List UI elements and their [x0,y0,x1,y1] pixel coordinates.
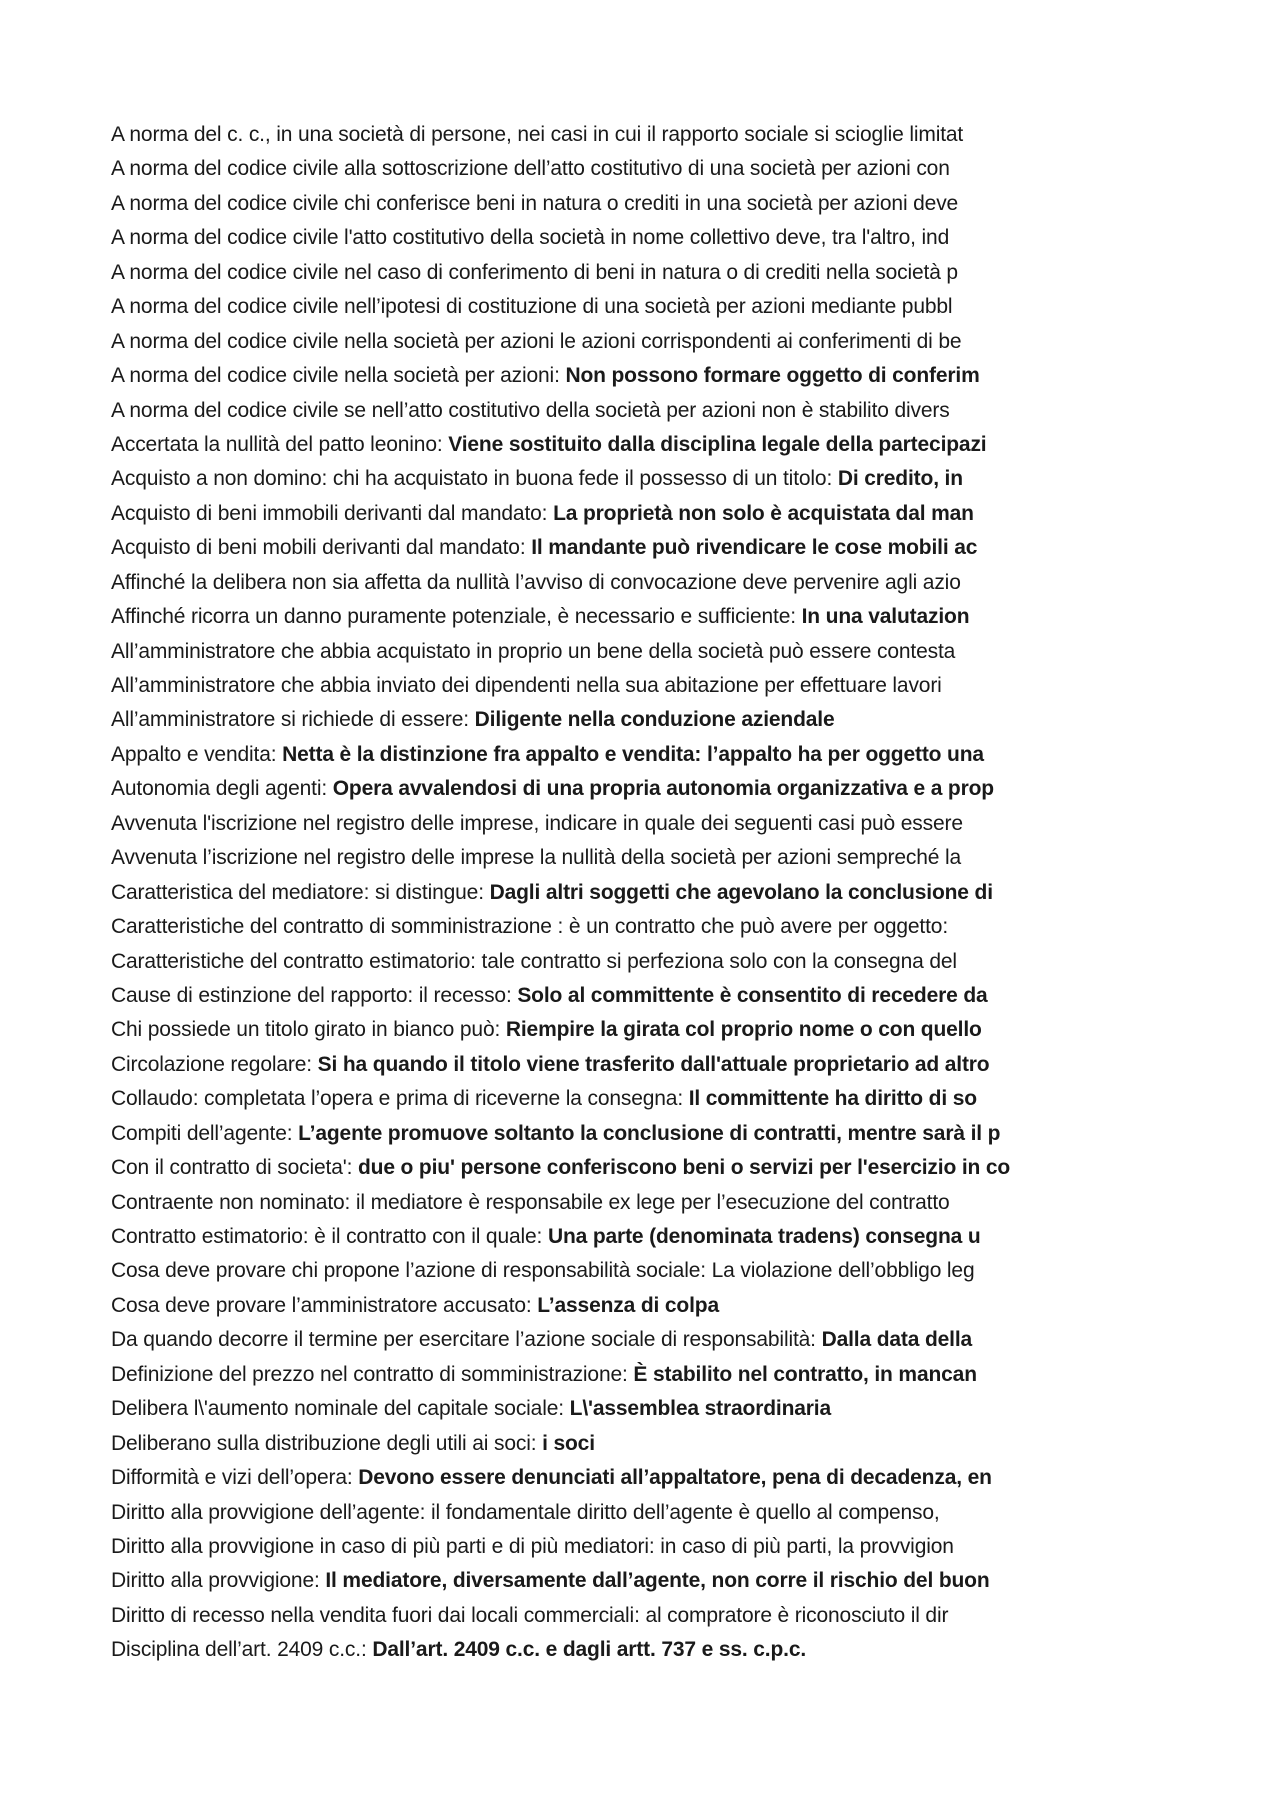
answer-text: Il mediatore, diversamente dall’agente, non corre il rischio del buon [325,1569,990,1593]
question-text: A norma del codice civile nella società per azioni le azioni corrispondenti ai conferimenti di be [111,329,962,353]
document-line [111,1599,1096,1633]
document-line [111,1151,1096,1185]
answer-text: L’agente promuove soltanto la conclusione di contratti, mentre sarà il p [298,1121,1001,1145]
document-line [111,118,1096,152]
question-text: All’amministratore si richiede di essere: [111,708,475,732]
document-line [111,635,1096,669]
document-line [111,669,1096,703]
answer-text: Devono essere denunciati all’appaltatore, pena di decadenza, en [358,1466,992,1490]
answer-text: i soci [542,1431,595,1455]
question-text: Difformità e vizi dell’opera: [111,1466,359,1490]
document-line [111,807,1096,841]
document-line [111,290,1096,324]
document-line [111,876,1096,910]
question-text: Acquisto di beni immobili derivanti dal mandato: [111,501,554,525]
answer-text: Riempire la girata col proprio nome o con quello [505,1018,982,1042]
document-line [111,910,1096,944]
answer-text: Una parte (denominata tradens) consegna u [547,1225,981,1248]
question-text: All’amministratore che abbia inviato dei dipendenti nella sua abitazione per effettuare lavori [111,674,942,697]
answer-text: La proprietà non solo è acquistata dal man [553,501,974,525]
document-line [111,945,1096,979]
document-line [111,1358,1096,1392]
question-text: Delibera l\'aumento nominale del capitale sociale: [111,1397,570,1421]
question-text: Avvenuta l'iscrizione nel registro delle imprese, indicare in quale dei seguenti casi può essere [111,811,963,835]
answer-text: Non possono formare oggetto di conferim [565,364,980,388]
question-text: Caratteristiche del contratto di somministrazione : è un contratto che può avere per oggetto: [111,915,949,939]
question-text: All’amministratore che abbia acquistato in proprio un bene della società può essere contesta [111,639,956,663]
document-line [111,1427,1096,1461]
document-line [111,497,1096,531]
question-text: Collaudo: completata l’opera e prima di riceverne la consegna: [111,1087,689,1111]
question-text: Autonomia degli agenti: [111,777,333,801]
document-line [111,1220,1096,1254]
document-line [111,1461,1096,1495]
document-line [111,1013,1096,1047]
question-text: Avvenuta l’iscrizione nel registro delle imprese la nullità della società per azioni sempreché la [111,846,962,870]
answer-text: Dall’art. 2409 c.c. e dagli artt. 737 e ss. c.p.c. [372,1638,807,1662]
question-text: Da quando decorre il termine per esercitare l’azione sociale di responsabilità: [111,1328,822,1352]
document-line [111,359,1096,393]
document-line [111,1082,1096,1116]
question-text: Cosa deve provare l’amministratore accusato: [111,1293,538,1317]
document-line [111,1289,1096,1323]
answer-text: Di credito, in [837,467,963,491]
document-line [111,841,1096,875]
question-text: A norma del codice civile l'atto costitutivo della società in nome collettivo deve, tra l'altro, ind [111,226,950,250]
question-text: A norma del codice civile chi conferisce beni in natura o crediti in una società per azioni deve [111,191,959,215]
question-text: Affinché la delibera non sia affetta da nullità l’avviso di convocazione deve pervenire agli azio [111,570,961,594]
answer-text: Solo al committente è consentito di recedere da [517,983,988,1007]
question-text: Caratteristica del mediatore: si distingue: [111,880,490,904]
question-text: Contraente non nominato: il mediatore è responsabile ex lege per l’esecuzione del contratto [111,1190,950,1214]
question-text: Definizione del prezzo nel contratto di somministrazione: [111,1362,634,1386]
answer-text: Il mandante può rivendicare le cose mobili ac [531,536,978,560]
answer-text: Dagli altri soggetti che agevolano la conclusione di [489,880,993,904]
question-text: A norma del codice civile nella società per azioni: [111,364,566,388]
document-line [111,1254,1096,1288]
document-line [111,772,1096,806]
answer-text: L’assenza di colpa [537,1293,719,1317]
document-line [111,325,1096,359]
question-text: Diritto di recesso nella vendita fuori dai locali commerciali: al compratore è riconosciuto il dir [111,1603,949,1627]
question-text: Cosa deve provare chi propone l’azione di responsabilità sociale: La violazione dell’obbligo leg [111,1259,975,1283]
document-line [111,187,1096,221]
question-text: A norma del codice civile se nell’atto costitutivo della società per azioni non è stabilito divers [111,398,950,422]
document-line [111,979,1096,1013]
document-line [111,703,1096,737]
document-line [111,394,1096,428]
answer-text: Opera avvalendosi di una propria autonomia organizzativa e a prop [332,777,994,801]
document-line [111,1496,1096,1530]
question-text: Con il contratto di societa': [111,1156,358,1180]
answer-text: È stabilito nel contratto, in mancan [633,1362,977,1386]
document-line [111,428,1096,462]
document-line [111,738,1096,772]
question-text: Accertata la nullità del patto leonino: [111,432,449,456]
answer-text: Dalla data della [821,1328,973,1352]
document-lines [111,118,1096,1668]
answer-text: Netta è la distinzione fra appalto e vendita: l’appalto ha per oggetto una [282,742,984,766]
document-line [111,1392,1096,1426]
document-line [111,1048,1096,1082]
question-text: Affinché ricorra un danno puramente potenziale, è necessario e sufficiente: [111,605,802,629]
answer-text: Si ha quando il titolo viene trasferito dall'attuale proprietario ad altro [317,1052,990,1076]
document-line [111,1564,1096,1598]
document-line [111,1117,1096,1151]
question-text: A norma del codice civile alla sottoscrizione dell’atto costitutivo di una società per azioni con [111,157,950,181]
answer-text: L\'assemblea straordinaria [569,1397,832,1421]
question-text: Cause di estinzione del rapporto: il recesso: [111,983,518,1007]
question-text: Contratto estimatorio: è il contratto con il quale: [111,1225,548,1248]
answer-text: due o piu' persone conferiscono beni o servizi per l'esercizio in co [357,1156,1011,1180]
question-text: Compiti dell’agente: [111,1121,299,1145]
document-line [111,566,1096,600]
question-text: Diritto alla provvigione: [111,1569,326,1593]
document-line [111,462,1096,496]
document-line [111,1633,1096,1667]
question-text: A norma del codice civile nell’ipotesi di costituzione di una società per azioni mediante pubbl [111,295,953,319]
question-text: Caratteristiche del contratto estimatorio: tale contratto si perfeziona solo con la consegna del [111,949,957,973]
question-text: Deliberano sulla distribuzione degli utili ai soci: [111,1431,543,1455]
question-text: A norma del c. c., in una società di persone, nei casi in cui il rapporto sociale si scioglie limitat [111,123,964,146]
document-line [111,256,1096,290]
question-text: Diritto alla provvigione dell’agente: il fondamentale diritto dell’agente è quello al compenso, [111,1500,940,1524]
answer-text: Viene sostituito dalla disciplina legale della partecipazi [448,432,987,456]
answer-text: In una valutazion [801,605,970,629]
answer-text: Diligente nella conduzione aziendale [474,708,835,732]
question-text: A norma del codice civile nel caso di conferimento di beni in natura o di crediti nella società p [111,260,958,284]
question-text: Acquisto a non domino: chi ha acquistato in buona fede il possesso di un titolo: [111,467,838,491]
document-line [111,600,1096,634]
document-line [111,221,1096,255]
question-text: Appalto e vendita: [111,742,283,766]
document-line [111,1323,1096,1357]
document-line [111,531,1096,565]
answer-text: Il committente ha diritto di so [688,1087,977,1111]
question-text: Acquisto di beni mobili derivanti dal mandato: [111,536,532,560]
question-text: Diritto alla provvigione in caso di più parti e di più mediatori: in caso di più parti, la provvigion [111,1534,954,1558]
document-line [111,152,1096,186]
document-line [111,1186,1096,1220]
document-line [111,1530,1096,1564]
question-text: Disciplina dell’art. 2409 c.c.: [111,1638,373,1662]
question-text: Circolazione regolare: [111,1052,318,1076]
question-text: Chi possiede un titolo girato in bianco può: [111,1018,506,1042]
